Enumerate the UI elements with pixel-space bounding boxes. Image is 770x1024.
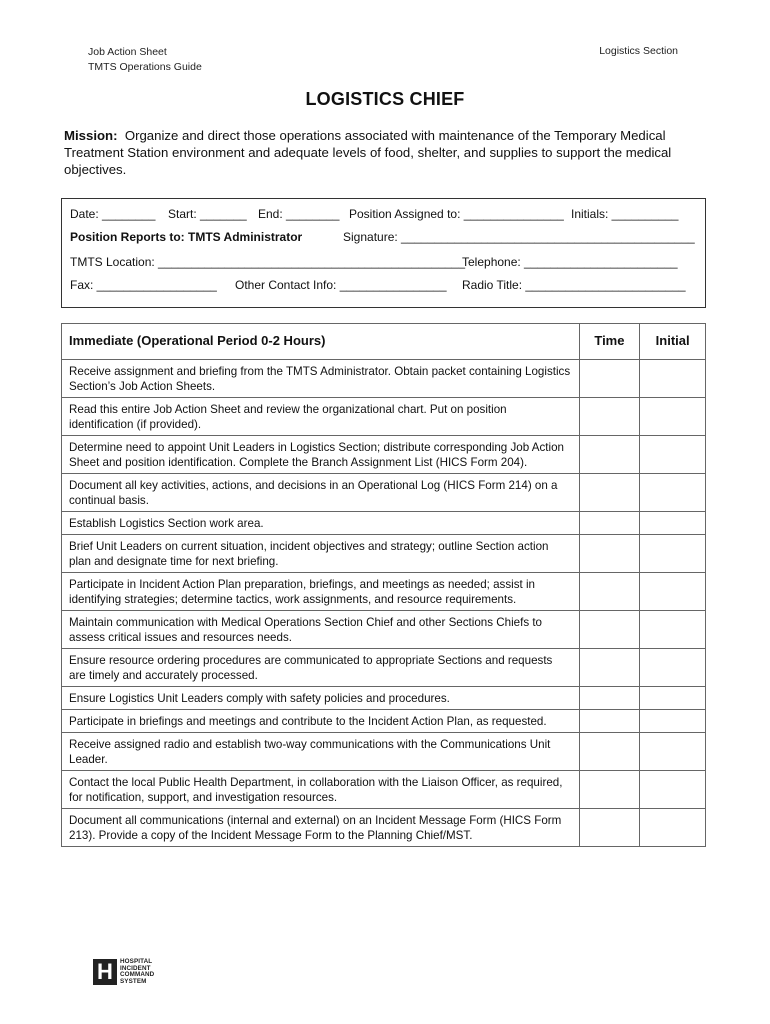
time-cell[interactable] — [579, 710, 640, 733]
date-field[interactable]: Date: ________ — [70, 207, 156, 221]
initial-cell[interactable] — [640, 512, 706, 535]
document-header-left — [88, 45, 202, 75]
table-row — [62, 474, 706, 512]
position-assigned-field[interactable]: Position Assigned to: _______________ — [349, 207, 564, 221]
table-row — [62, 687, 706, 710]
table-row — [62, 360, 706, 398]
initial-cell[interactable] — [640, 687, 706, 710]
table-row — [62, 733, 706, 771]
task-text: Document all communications (internal and external) on an Incident Message Form (HICS Form 213). Provide a copy of the Incident Message Form to the Planning Chief/MST. — [62, 809, 580, 847]
task-text: Establish Logistics Section work area. — [62, 512, 580, 535]
task-text: Receive assignment and briefing from the TMTS Administrator. Obtain packet containing Logistics Section’s Job Action Sheets. — [62, 360, 580, 398]
initial-cell[interactable] — [640, 809, 706, 847]
radio-title-field[interactable]: Radio Title: ________________________ — [462, 278, 686, 292]
start-field[interactable]: Start: _______ — [168, 207, 247, 221]
table-row — [62, 771, 706, 809]
task-text: Read this entire Job Action Sheet and review the organizational chart. Put on position identification (if provided). — [62, 398, 580, 436]
table-row — [62, 649, 706, 687]
page-title: LOGISTICS CHIEF — [305, 89, 465, 109]
initial-cell[interactable] — [640, 474, 706, 512]
position-reports-to: Position Reports to: TMTS Administrator — [70, 230, 303, 244]
header-guide-name: TMTS Operations Guide — [88, 61, 202, 73]
initial-cell[interactable] — [640, 611, 706, 649]
logo-line: HOSPITAL — [120, 958, 153, 965]
table-row — [62, 611, 706, 649]
header-initial: Initial — [640, 324, 706, 360]
time-cell[interactable] — [579, 733, 640, 771]
initials-field[interactable]: Initials: __________ — [571, 207, 679, 221]
time-cell[interactable] — [579, 360, 640, 398]
mission-label: Mission: — [64, 128, 118, 143]
task-text: Ensure Logistics Unit Leaders comply with safety policies and procedures. — [62, 687, 580, 710]
table-row — [62, 398, 706, 436]
hics-logo — [93, 959, 157, 985]
time-cell[interactable] — [579, 474, 640, 512]
signature-field[interactable]: Signature: ____________________________________________ — [343, 230, 695, 244]
time-cell[interactable] — [579, 809, 640, 847]
header-doc-type: Job Action Sheet — [88, 46, 167, 58]
initial-cell[interactable] — [640, 360, 706, 398]
time-cell[interactable] — [579, 687, 640, 710]
header-section-name: Logistics Section — [599, 45, 678, 57]
table-row — [62, 710, 706, 733]
table-row — [62, 809, 706, 847]
task-text: Ensure resource ordering procedures are communicated to appropriate Sections and requests are timely and accurately processed. — [62, 649, 580, 687]
table-row — [62, 573, 706, 611]
fax-field[interactable]: Fax: __________________ — [70, 278, 217, 292]
time-cell[interactable] — [579, 611, 640, 649]
initial-cell[interactable] — [640, 398, 706, 436]
task-text: Determine need to appoint Unit Leaders in Logistics Section; distribute corresponding Job Action Sheet and position identification. Complete the Branch Assignment List (HICS Form 204). — [62, 436, 580, 474]
position-info-box — [61, 198, 706, 308]
task-text: Participate in Incident Action Plan preparation, briefings, and meetings as needed; assist in identifying strategies; determine tactics, work assignments, and resource requirements. — [62, 573, 580, 611]
task-text: Brief Unit Leaders on current situation, incident objectives and strategy; outline Section action plan and designate time for next briefing. — [62, 535, 580, 573]
table-row — [62, 512, 706, 535]
initial-cell[interactable] — [640, 771, 706, 809]
initial-cell[interactable] — [640, 649, 706, 687]
time-cell[interactable] — [579, 573, 640, 611]
initial-cell[interactable] — [640, 436, 706, 474]
time-cell[interactable] — [579, 535, 640, 573]
task-text: Contact the local Public Health Department, in collaboration with the Liaison Officer, as required, for notification, support, and investigation resources. — [62, 771, 580, 809]
hics-logo-letter: H — [93, 959, 117, 985]
tmts-location-field[interactable]: TMTS Location: ______________________________________________ — [70, 255, 466, 269]
time-cell[interactable] — [579, 398, 640, 436]
table-row — [62, 436, 706, 474]
end-field[interactable]: End: ________ — [258, 207, 340, 221]
table-row — [62, 535, 706, 573]
header-time: Time — [579, 324, 640, 360]
time-cell[interactable] — [579, 512, 640, 535]
initial-cell[interactable] — [640, 573, 706, 611]
time-cell[interactable] — [579, 771, 640, 809]
task-checklist-table — [61, 323, 706, 847]
initial-cell[interactable] — [640, 733, 706, 771]
time-cell[interactable] — [579, 436, 640, 474]
logo-line: COMMAND — [120, 971, 155, 978]
telephone-field[interactable]: Telephone: _______________________ — [462, 255, 678, 269]
initial-cell[interactable] — [640, 535, 706, 573]
logo-line: INCIDENT — [120, 964, 151, 972]
table-header-row — [62, 324, 706, 360]
hics-logo-text — [120, 959, 154, 985]
initial-cell[interactable] — [640, 710, 706, 733]
task-text: Participate in briefings and meetings and contribute to the Incident Action Plan, as requested. — [62, 710, 580, 733]
other-contact-field[interactable]: Other Contact Info: ________________ — [235, 278, 447, 292]
header-task: Immediate (Operational Period 0-2 Hours) — [62, 324, 580, 360]
logo-line: SYSTEM — [120, 977, 147, 985]
mission-text: Organize and direct those operations associated with maintenance of the Temporary Medical Treatment Station environment and adequate levels of food, shelter, and supplies to support the medical objectives. — [64, 128, 672, 177]
task-text: Receive assigned radio and establish two-way communications with the Communications Unit Leader. — [62, 733, 580, 771]
mission-statement — [64, 127, 704, 178]
task-text: Maintain communication with Medical Operations Section Chief and other Sections Chiefs to assess critical issues and resources needs. — [62, 611, 580, 649]
time-cell[interactable] — [579, 649, 640, 687]
task-text: Document all key activities, actions, and decisions in an Operational Log (HICS Form 214) on a continual basis. — [62, 474, 580, 512]
